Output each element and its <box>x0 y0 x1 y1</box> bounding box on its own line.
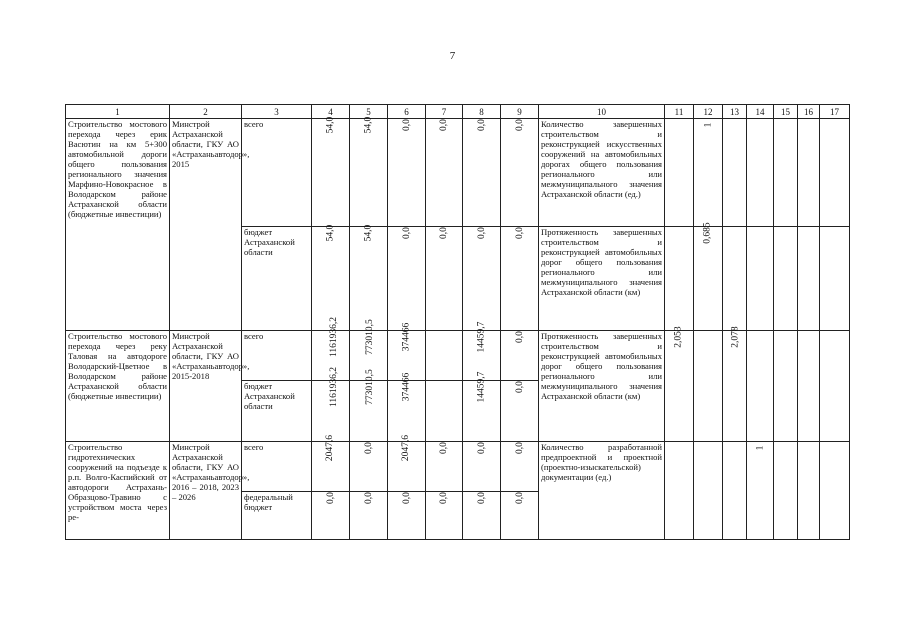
indicator-value: 0,685 <box>694 227 723 331</box>
value-cell: 0,0 <box>426 119 463 227</box>
value-cell <box>426 381 463 442</box>
value-cell: 0,0 <box>312 492 350 540</box>
column-number: 9 <box>501 105 539 119</box>
value-cell: 374466 <box>388 331 426 381</box>
project-name: Строительство мостового перехода через реку Таловая на автодороге Володарский-Цветное в Володарском районе Астраханской области (бюджетные инвестиции) <box>66 331 170 442</box>
value-cell: 0,0 <box>463 119 501 227</box>
table-row <box>66 119 850 227</box>
value-cell: 773010,5 <box>350 381 388 442</box>
funding-source: федеральный бюджет <box>242 492 312 540</box>
table-row <box>66 331 850 381</box>
value-cell: 54,0 <box>312 119 350 227</box>
value-cell: 0,0 <box>463 227 501 331</box>
project-name: Строительство мостового перехода через ерик Васютин на км 5+300 автомобильной дороги общего пользования регионального значения Марфино-Новокрасное в Володарском районе Астраханской области (бюджетные инвестиции) <box>66 119 170 331</box>
value-cell: 0,0 <box>501 442 539 492</box>
funding-source: всего <box>242 119 312 227</box>
value-cell: 54,0 <box>350 119 388 227</box>
value-cell: 0,0 <box>426 492 463 540</box>
value-cell: 0,0 <box>501 331 539 381</box>
column-number: 8 <box>463 105 501 119</box>
value-cell: 0,0 <box>501 492 539 540</box>
indicator-value: 2,053 <box>665 331 694 442</box>
page-number: 7 <box>449 50 456 62</box>
column-number: 13 <box>723 105 747 119</box>
value-cell: 2047,6 <box>312 442 350 492</box>
indicator-value: 2,078 <box>723 331 747 442</box>
indicator-text: Протяженность завершенных строительством и реконструкцией автомобильных дорог общего пользования регионального или межмуниципального значения Астраханской области (км) <box>539 227 665 331</box>
value-cell: 54,0 <box>350 227 388 331</box>
funding-source: всего <box>242 442 312 492</box>
indicator-value: 1 <box>694 119 723 227</box>
column-number: 1 <box>66 105 170 119</box>
funding-source: всего <box>242 331 312 381</box>
indicator-text: Количество разработанной предпроектной и проектной (проектно-изыскательской) документации (ед.) <box>539 442 665 540</box>
column-number: 17 <box>820 105 850 119</box>
value-cell: 0,0 <box>388 227 426 331</box>
value-cell: 1161936,2 <box>312 331 350 381</box>
column-number: 14 <box>747 105 774 119</box>
value-cell: 773010,5 <box>350 331 388 381</box>
column-number: 12 <box>694 105 723 119</box>
project-executor: Минстрой Астраханской области, ГКУ АО «Астраханьавтодор», 2015 <box>170 119 242 331</box>
program-table <box>65 104 850 540</box>
value-cell: 0,0 <box>426 227 463 331</box>
value-cell: 0,0 <box>388 492 426 540</box>
value-cell: 2047,6 <box>388 442 426 492</box>
column-number: 11 <box>665 105 694 119</box>
value-cell: 0,0 <box>501 381 539 442</box>
funding-source: бюджет Астраханской области <box>242 381 312 442</box>
column-number: 2 <box>170 105 242 119</box>
value-cell: 14459,7 <box>463 331 501 381</box>
column-number: 16 <box>798 105 820 119</box>
column-number: 10 <box>539 105 665 119</box>
value-cell: 0,0 <box>501 119 539 227</box>
column-number: 15 <box>774 105 798 119</box>
value-cell: 1161936,2 <box>312 381 350 442</box>
value-cell: 54,0 <box>312 227 350 331</box>
column-number-row <box>66 105 850 119</box>
funding-source: бюджет Астраханской области <box>242 227 312 331</box>
value-cell: 0,0 <box>350 492 388 540</box>
indicator-text: Протяженность завершенных строительством и реконструкцией автомобильных дорог общего пользования регионального или межмуниципального значения Астраханской области (км) <box>539 331 665 442</box>
value-cell: 0,0 <box>388 119 426 227</box>
table-row <box>66 442 850 492</box>
value-cell: 0,0 <box>463 492 501 540</box>
project-executor: Минстрой Астраханской области, ГКУ АО «Астраханьавтодор», 2015-2018 <box>170 331 242 442</box>
column-number: 5 <box>350 105 388 119</box>
project-executor: Минстрой Астраханской области, ГКУ АО «Астраханьавтодор», 2016 – 2018, 2023 – 2026 <box>170 442 242 540</box>
project-name: Строительство гидротехнических сооружений на подъезде к р.п. Волго-Каспийский от автодороги Астрахань-Образцово-Травино с устройством моста через ре- <box>66 442 170 540</box>
value-cell: 14459,7 <box>463 381 501 442</box>
value-cell: 0,0 <box>350 442 388 492</box>
value-cell <box>426 331 463 381</box>
value-cell: 0,0 <box>501 227 539 331</box>
indicator-value: 1 <box>747 442 774 540</box>
column-number: 6 <box>388 105 426 119</box>
column-number: 3 <box>242 105 312 119</box>
value-cell: 0,0 <box>426 442 463 492</box>
value-cell: 0,0 <box>463 442 501 492</box>
column-number: 7 <box>426 105 463 119</box>
indicator-text: Количество завершенных строительством и реконструкцией искусственных сооружений на автомобильных дорогах общего пользования регионального или межмуниципального значения Астраханской области (ед.) <box>539 119 665 227</box>
column-number: 4 <box>312 105 350 119</box>
value-cell: 374466 <box>388 381 426 442</box>
